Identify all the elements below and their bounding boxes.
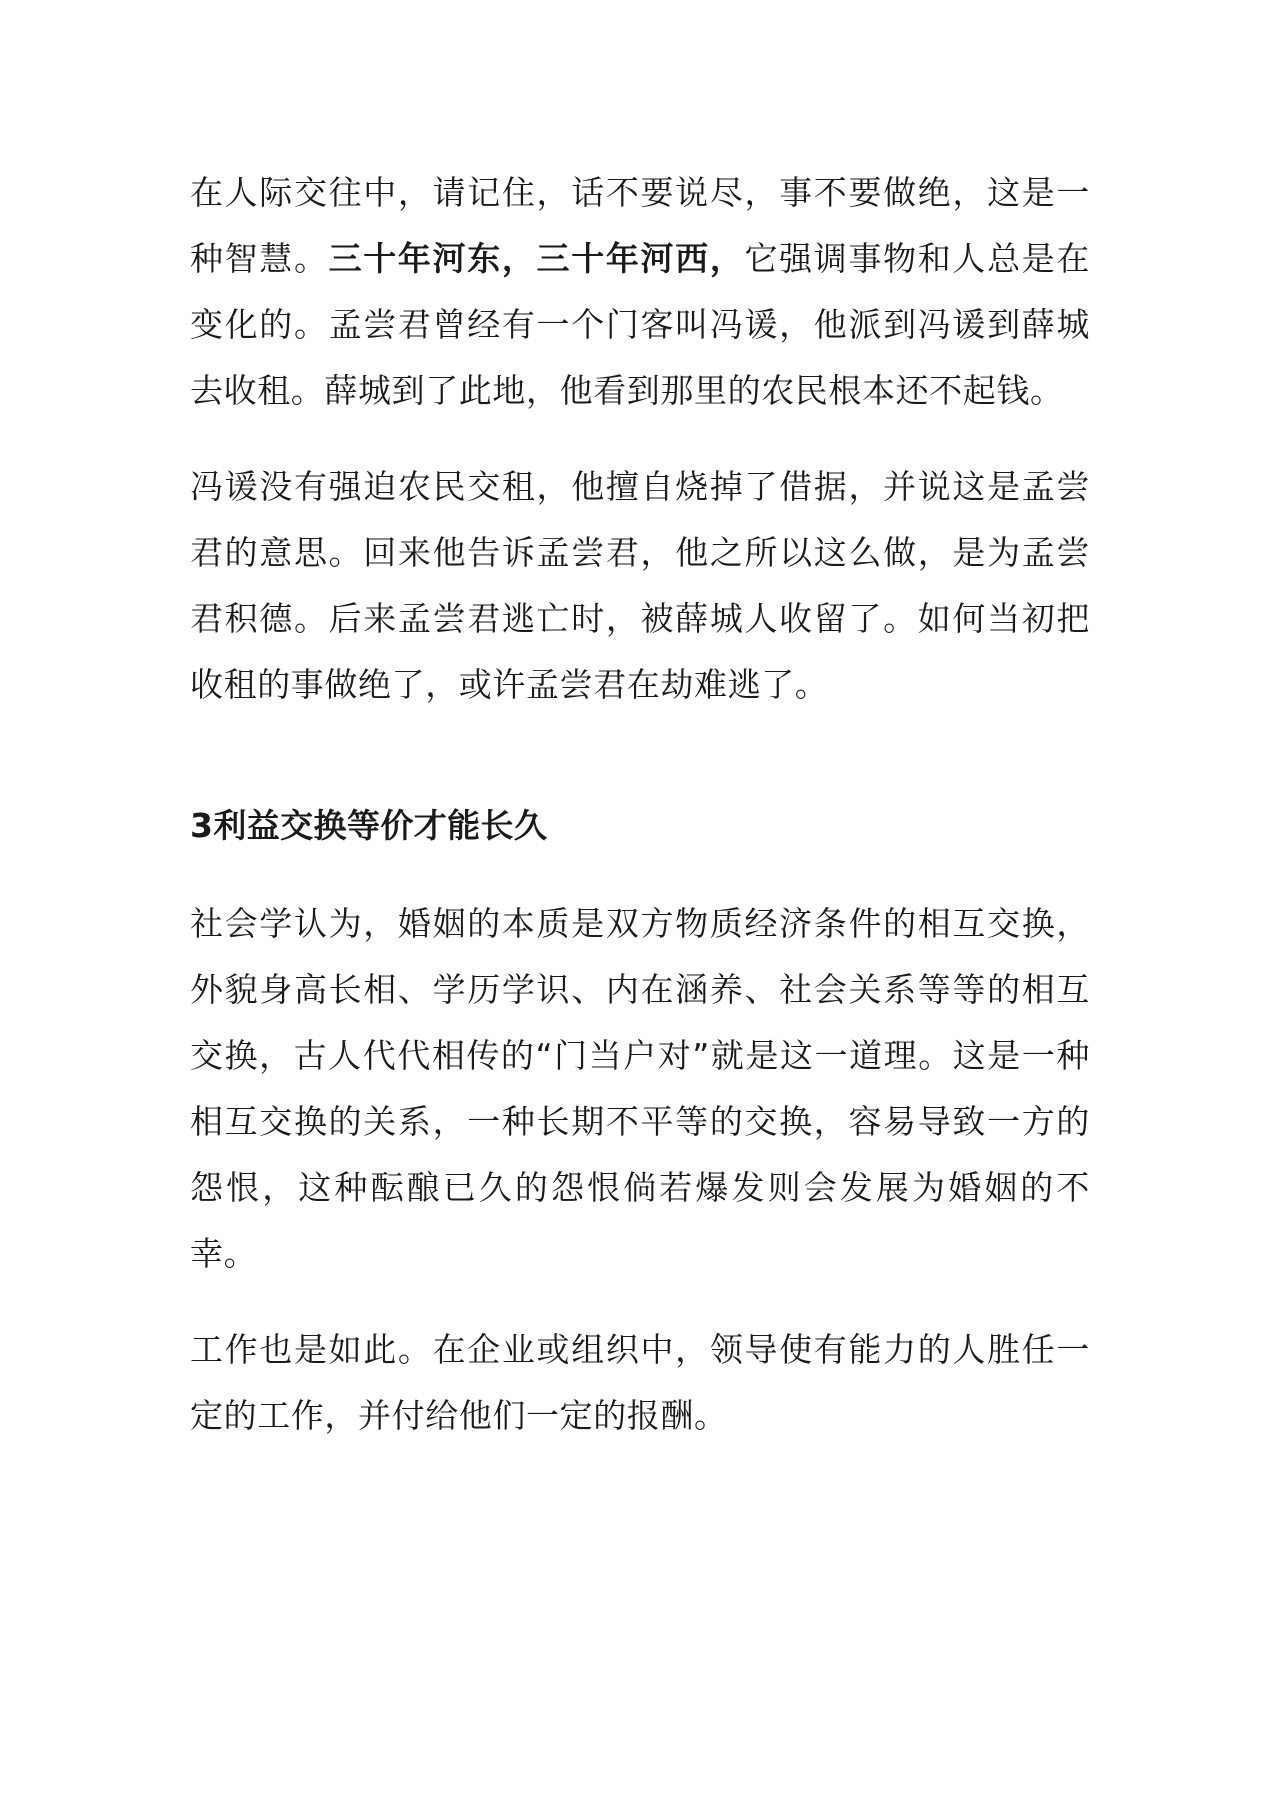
paragraph-1 — [190, 160, 1090, 424]
paragraph-4: 工作也是如此。在企业或组织中，领导使有能力的人胜任一定的工作，并付给他们一定的报酬。 — [190, 1330, 1090, 1435]
paragraph-1-text-start: 在人际交往中，请记住，话不要说尽，事不要做绝，这是一种智慧。 — [190, 173, 1090, 278]
document-page — [190, 160, 1090, 1479]
section-heading: 3利益交换等价才能长久 — [190, 806, 548, 845]
paragraph-1-bold-phrase: 三十年河东，三十年河西， — [328, 239, 745, 278]
paragraph-3: 社会学认为，婚姻的本质是双方物质经济条件的相互交换，外貌身高长相、学历学识、内在涵养、社会关系等等的相互交换，古人代代相传的“门当户对”就是这一道理。这是一种相互交换的关系，一种长期不平等的交换，容易导致一方的怨恨，这种酝酿已久的怨恨倘若爆发则会发展为婚姻的不幸。 — [190, 904, 1090, 1273]
paragraph-1-text-end: 它强调事物和人总是在变化的。孟尝君曾经有一个门客叫冯谖，他派到冯谖到薛城去收租。薛城到了此地，他看到那里的农民根本还不起钱。 — [190, 239, 1091, 410]
paragraph-2: 冯谖没有强迫农民交租，他擅自烧掉了借据，并说这是孟尝君的意思。回来他告诉孟尝君，他之所以这么做，是为孟尝君积德。后来孟尝君逃亡时，被薛城人收留了。如何当初把收租的事做绝了，或许孟尝君在劫难逃了。 — [190, 467, 1090, 704]
